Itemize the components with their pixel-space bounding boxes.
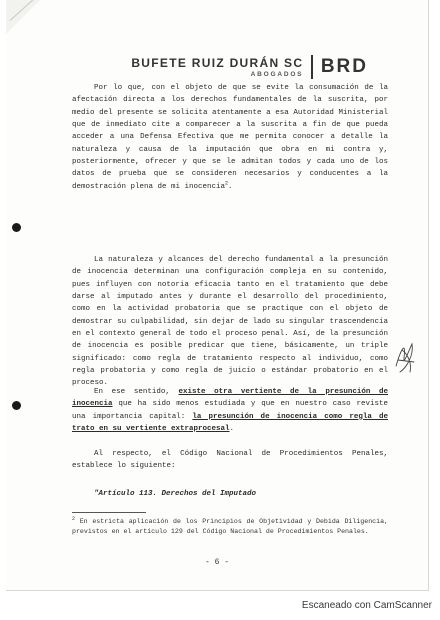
firm-subtitle: ABOGADOS	[250, 71, 304, 78]
footnote	[72, 517, 388, 537]
underlined-phrase-1: existe otra vertiente de la presunción de inocencia	[72, 388, 388, 409]
underlined-phrase-2: la presunción de inocencia como regla de trato en su vertiente extraprocesal	[72, 412, 388, 434]
paragraph-4: Al respecto, el Código Nacional de Procedimientos Penales, establece lo siguiente:	[72, 450, 388, 471]
firm-block	[131, 56, 303, 78]
footnote-ref: 2	[225, 180, 229, 187]
page-number: - 6 -	[204, 558, 229, 567]
paragraph-2: La naturaleza y alcances del derecho fundamental a la presunción de inocencia determinan una configuración compleja en su contenido, pues influyen con notoria eficacia tanto en el tratamiento que debe darse al imputado antes y durante el desarrollo del procedimiento, como en la actividad probatoria que se practique con el objeto de demostrar su culpabilidad, sin dejar de lado su singular trascendencia en el contexto general de todo el proceso penal. Así, de la presunción de inocencia es posible predicar que tiene, básicamente, un triple significado: como regla de tratamiento respecto al individuo, como regla probatoria y como regla de juicio o estándar probatorio en el proceso.	[72, 256, 388, 388]
article-quote	[94, 490, 256, 498]
scanner-watermark: Escaneado con CamScanner	[301, 600, 432, 611]
letterhead	[131, 50, 368, 84]
article-quote-text: "Artículo 113. Derechos del Imputado	[94, 490, 257, 498]
document-page	[6, 0, 429, 591]
footnote-text: En estricta aplicación de los Principios de Objetividad y Debida Diligencia, previstos en el artículo 129 del Código Nacional de Procedimientos Penales.	[72, 518, 388, 535]
paragraph-3-start: En ese sentido,	[94, 388, 179, 396]
paragraph-3-end: .	[229, 425, 235, 434]
paragraph-3-middle: que ha sido menos estudiada y que en nuestro caso reviste una importancia capital:	[72, 400, 388, 421]
paragraph-1-text: Por lo que, con el objeto de que se evite la consumación de la afectación directa a los derechos fundamentales de la suscrita, por medio del presente se solicita atentamente a esa Autoridad Ministerial que de inmediato cite a comparecer a la suscrita a fin de que pueda acceder a una Defensa Efectiva que me permita conocer a detalle la naturaleza y causa de la imputación que obra en mi contra y, posteriormente, ofrecer y que se le admitan todos y cada uno de los datos de prueba que se consideren necesarios y conducentes a la demostración plena de mi inocencia	[72, 84, 388, 191]
paragraph-1-end: .	[228, 182, 233, 191]
punch-hole-bottom	[12, 401, 21, 410]
firm-name: BUFETE RUIZ DURÁN SC	[131, 56, 304, 70]
firm-logo: BRD	[320, 56, 368, 77]
punch-hole-top	[12, 223, 21, 232]
paragraph-1	[72, 82, 388, 193]
signature-icon	[392, 336, 418, 376]
footnote-divider	[72, 512, 146, 513]
footnote-number: 2	[72, 515, 76, 522]
paragraph-3	[72, 386, 388, 435]
logo-divider	[311, 55, 313, 79]
